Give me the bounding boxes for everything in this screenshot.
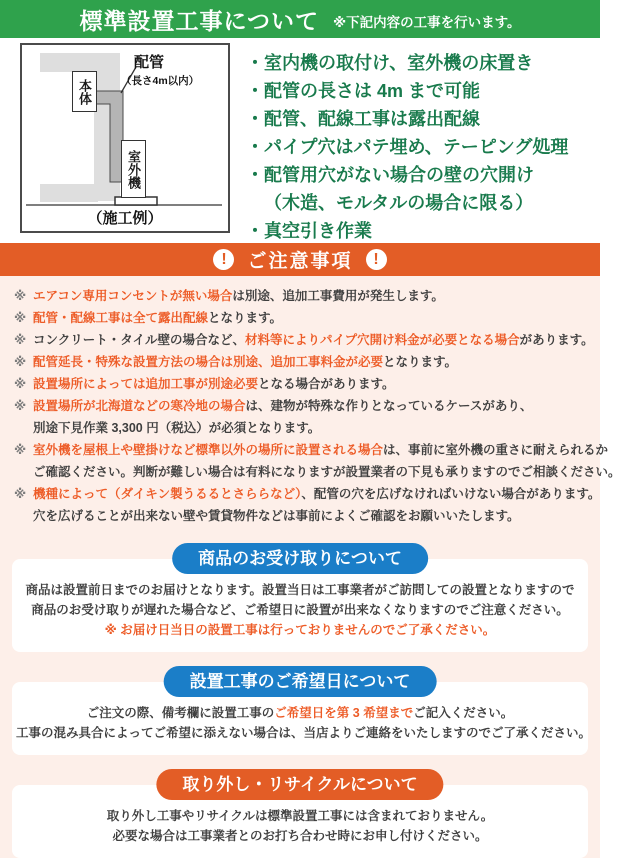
bullet-dot — [246, 189, 264, 217]
note-marker: ※ — [14, 487, 27, 501]
caution-note — [14, 351, 590, 373]
section-title-removal-recycle: 取り外し・リサイクルについて — [156, 769, 443, 800]
work-list — [238, 43, 592, 243]
note-text — [33, 483, 600, 505]
text-segment: 設置場所が北海道などの寒冷地の場合 — [33, 399, 246, 413]
caution-banner-title: ご注意事項 — [247, 251, 353, 272]
main-unit-label: 本体 — [72, 71, 97, 112]
section-preferred-date — [12, 672, 592, 755]
section-text-line — [16, 580, 584, 600]
note-marker: ※ — [14, 355, 27, 369]
text-segment: 機種によって（ダイキン製うるるとさららなど） — [33, 487, 302, 501]
text-segment: エアコン専用コンセントが無い場合 — [33, 289, 233, 303]
note-marker — [14, 505, 33, 527]
caution-note — [14, 307, 590, 329]
text-segment: は、事前に室外機の重さに耐えられるか — [383, 443, 609, 457]
work-item-label: 配管、配線工事は露出配線 — [264, 109, 480, 129]
text-segment: 工事の混み具合によってご希望に添えない場合は、当店よりご連絡をいたしますのでご了承ください。 — [16, 726, 592, 740]
note-text — [33, 417, 320, 439]
section-text-line — [16, 723, 592, 743]
text-segment: となります。 — [208, 311, 283, 325]
section-removal-recycle — [12, 775, 588, 858]
bullet-dot: ・ — [246, 137, 264, 157]
note-text — [33, 329, 594, 351]
text-segment: ご希望日を第 3 希望まで — [274, 706, 414, 720]
caution-note — [14, 483, 601, 505]
section-text-line — [16, 826, 584, 846]
note-text — [33, 505, 520, 527]
note-marker: ※ — [14, 333, 27, 347]
section-text-line — [16, 703, 584, 723]
section-text-line — [16, 600, 584, 620]
caution-note — [14, 285, 590, 307]
text-segment: 商品は設置前日までのお届けとなります。設置当日は工事業者がご訪問しての設置となりますので — [25, 583, 575, 597]
bullet-dot: ・ — [246, 109, 264, 129]
work-item-label: 配管の長さは 4m まで可能 — [264, 81, 481, 101]
outdoor-unit-label: 室外機 — [121, 140, 146, 198]
info-sections — [0, 549, 600, 858]
caution-note — [14, 329, 594, 351]
text-segment: 配管・配線工事は全て露出配線 — [33, 311, 209, 325]
exclamation-icon: ! — [213, 249, 234, 270]
work-item — [246, 105, 592, 133]
text-segment: 材料等によりパイプ穴開け料金が必要となる場合 — [245, 333, 520, 347]
work-item — [246, 49, 592, 77]
caution-notes — [0, 276, 621, 529]
bullet-dot: ・ — [246, 53, 264, 73]
caution-note — [14, 373, 590, 395]
text-segment: となります。 — [383, 355, 458, 369]
bullet-dot: ・ — [246, 221, 264, 241]
work-item-label: 室内機の取付け、室外機の床置き — [264, 53, 534, 73]
note-text — [33, 439, 608, 461]
text-segment: 取り外し工事やリサイクルは標準設置工事には含まれておりません。 — [106, 809, 494, 823]
installation-example-figure — [20, 43, 230, 233]
bullet-dot: ・ — [246, 81, 264, 101]
note-marker — [14, 461, 33, 483]
text-segment: は、建物が特殊な作りとなっているケースがあり、 — [245, 399, 533, 413]
note-text — [33, 373, 395, 395]
text-segment: 穴を広げることが出来ない壁や賃貸物件などは事前によくご確認をお願いいたします。 — [33, 509, 520, 523]
lower-area — [0, 276, 621, 858]
text-segment: 、配管の穴を広げなければいけない場合があります。 — [301, 487, 601, 501]
work-item-label: パイプ穴はパテ埋め、テーピング処理 — [264, 137, 569, 157]
text-segment: コンクリート・タイル壁の場合など、 — [33, 333, 246, 347]
work-item-label: （木造、モルタルの場合に限る） — [264, 193, 534, 213]
work-item — [246, 189, 592, 217]
note-marker: ※ — [14, 399, 27, 413]
text-segment: ご確認ください。判断が難しい場合は有料になりますが設置業者の下見も承りますのでご相談ください。 — [33, 465, 621, 479]
text-segment: 設置場所によっては追加工事が別途必要 — [33, 377, 259, 391]
caution-note — [14, 417, 590, 439]
section-text-line — [16, 620, 584, 640]
text-segment: となる場合があります。 — [258, 377, 395, 391]
caution-note — [14, 461, 621, 483]
note-text — [33, 307, 282, 329]
note-text — [33, 285, 444, 307]
note-marker — [14, 417, 33, 439]
section-title-receive: 商品のお受け取りについて — [172, 543, 428, 574]
note-marker: ※ — [14, 377, 27, 391]
section-text-line — [16, 806, 584, 826]
work-item — [246, 217, 592, 245]
page-title: 標準設置工事について — [79, 7, 319, 34]
caution-note — [14, 505, 590, 527]
note-text — [33, 395, 532, 417]
pipe-length-note: （長さ4m以内） — [121, 75, 200, 87]
text-segment: ご記入ください。 — [413, 706, 514, 720]
bullet-dot: ・ — [246, 165, 264, 185]
work-item-label: 真空引き作業 — [264, 221, 372, 241]
work-item — [246, 161, 592, 189]
exclamation-icon: ! — [366, 249, 387, 270]
text-segment: ご注文の際、備考欄に設置工事の — [86, 706, 275, 720]
text-segment: 配管延長・特殊な設置方法の場合は別途、追加工事料金が必要 — [33, 355, 384, 369]
text-segment: 別途下見作業 3,300 円（税込）が必須となります。 — [33, 421, 321, 435]
note-text — [33, 351, 457, 373]
note-text — [33, 461, 621, 483]
page-title-banner — [0, 0, 600, 38]
work-item-label: 配管用穴がない場合の壁の穴開け — [264, 165, 534, 185]
work-item — [246, 133, 592, 161]
text-segment: 室外機を屋根上や壁掛けなど標準以外の場所に設置される場合 — [33, 443, 384, 457]
pipe-label: 配管 — [134, 54, 165, 71]
text-segment: は別途、追加工事費用が発生します。 — [232, 289, 444, 303]
diagram-caption: （施工例） — [87, 210, 163, 227]
text-segment: ※ お届け日当日の設置工事は行っておりませんのでご了承ください。 — [104, 623, 496, 637]
work-item — [246, 77, 592, 105]
note-marker: ※ — [14, 289, 27, 303]
note-marker: ※ — [14, 311, 27, 325]
text-segment: 商品のお受け取りが遅れた場合など、ご希望日に設置が出来なくなりますのでご注意ください。 — [31, 603, 569, 617]
text-segment: 必要な場合は工事業者とのお打ち合わせ時にお申し付けください。 — [112, 829, 488, 843]
caution-note — [14, 439, 609, 461]
caution-note — [14, 395, 590, 417]
note-marker: ※ — [14, 443, 27, 457]
page-subtitle: ※下記内容の工事を行います。 — [333, 15, 521, 30]
section-receive — [12, 549, 588, 652]
caution-banner — [0, 243, 600, 276]
section-title-preferred-date: 設置工事のご希望日について — [164, 666, 437, 697]
installation-diagram — [20, 43, 238, 243]
standard-work-section — [0, 38, 600, 243]
text-segment: があります。 — [519, 333, 594, 347]
